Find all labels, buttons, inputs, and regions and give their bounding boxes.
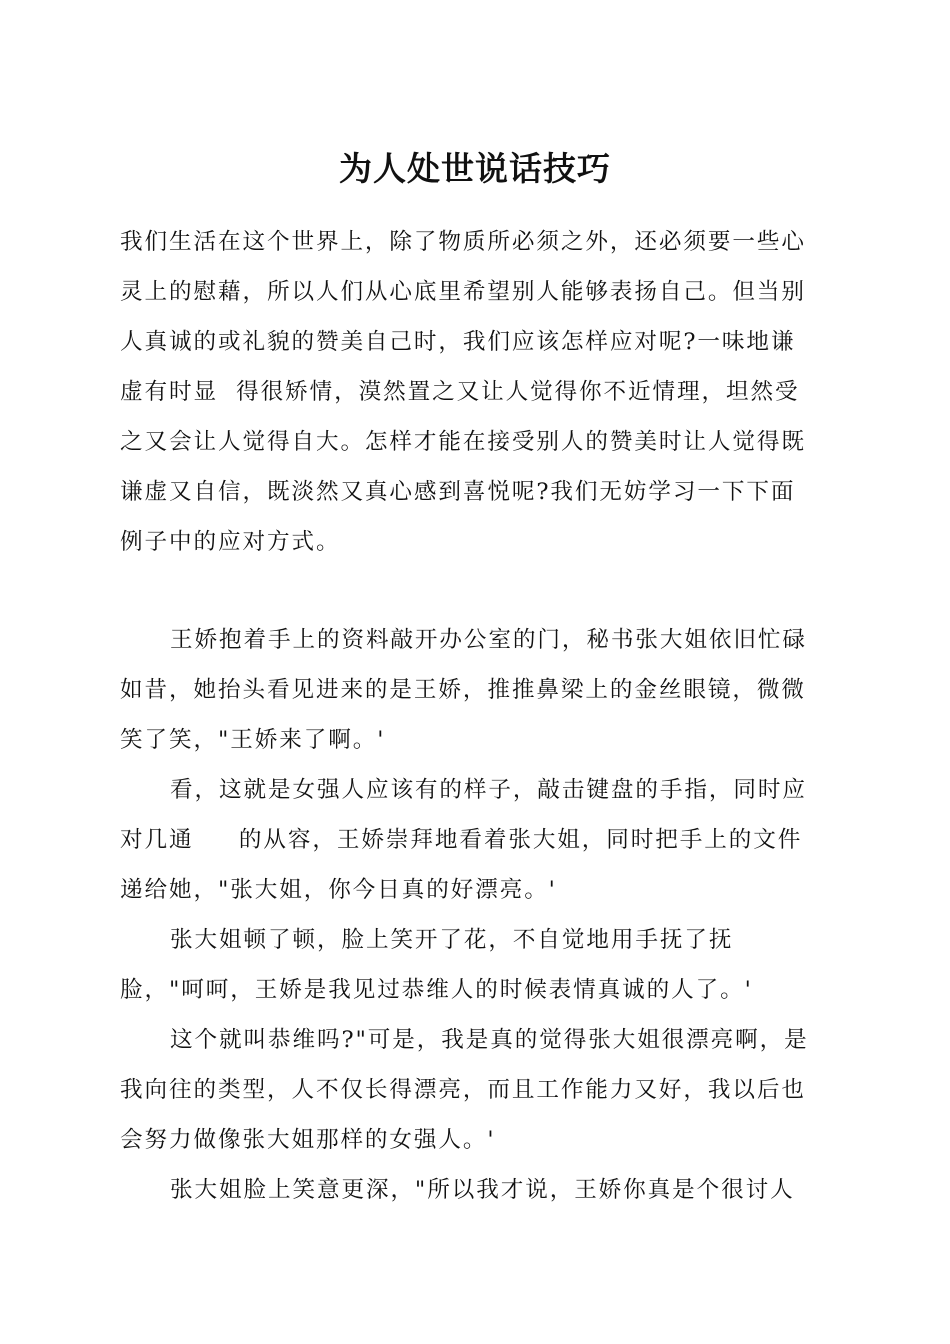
text-line: 脸，"呵呵，王娇是我见过恭维人的时候表情真诚的人了。' (120, 977, 753, 1003)
text-line: 如昔，她抬头看见进来的是王娇，推推鼻梁上的金丝眼镜，微微 (120, 677, 806, 703)
text-line: 笑了笑，"王娇来了啊。' (120, 727, 386, 753)
text-line: 灵上的慰藉，所以人们从心底里希望别人能够表扬自己。但当别 (120, 279, 806, 305)
text-line: 递给她，"张大姐，你今日真的好漂亮。' (120, 877, 557, 903)
text-line: 张大姐脸上笑意更深，"所以我才说，王娇你真是个很讨人 (170, 1177, 795, 1203)
text-line: 人真诚的或礼貌的赞美自己时，我们应该怎样应对呢?一味地谦 (120, 329, 796, 355)
document-title: 为人处世说话技巧 (339, 149, 611, 188)
text-line: 例子中的应对方式。 (120, 529, 341, 555)
text-line: 对几通 的从容，王娇崇拜地看着张大姐，同时把手上的文件 (120, 827, 803, 853)
text-line: 看，这就是女强人应该有的样子，敲击键盘的手指，同时应 (170, 777, 807, 803)
text-line: 我们生活在这个世界上，除了物质所必须之外，还必须要一些心 (120, 229, 806, 255)
text-line: 王娇抱着手上的资料敲开办公室的门，秘书张大姐依旧忙碌 (170, 627, 807, 653)
text-line: 张大姐顿了顿，脸上笑开了花，不自觉地用手抚了抚 (170, 927, 734, 953)
text-line: 谦虚又自信，既淡然又真心感到喜悦呢?我们无妨学习一下下面 (120, 479, 796, 505)
text-line: 会努力做像张大姐那样的女强人。' (120, 1127, 496, 1153)
text-line: 我向往的类型，人不仅长得漂亮，而且工作能力又好，我以后也 (120, 1077, 806, 1103)
text-line: 这个就叫恭维吗?"可是，我是真的觉得张大姐很漂亮啊，是 (170, 1027, 809, 1053)
text-line: 虚有时显 得很矫情，漠然置之又让人觉得你不近情理，坦然受 (120, 379, 800, 405)
text-line: 之又会让人觉得自大。怎样才能在接受别人的赞美时让人觉得既 (120, 429, 806, 455)
